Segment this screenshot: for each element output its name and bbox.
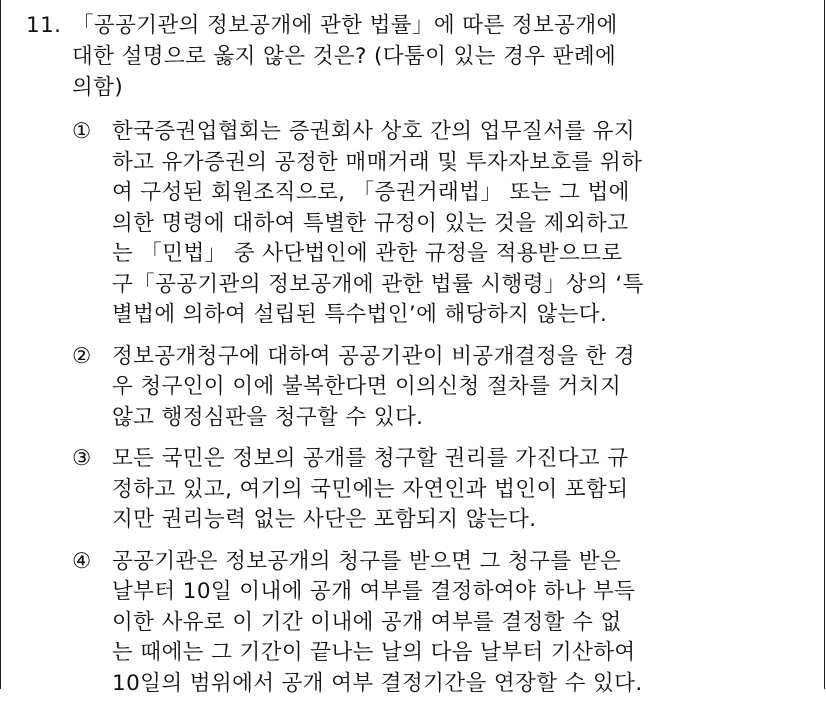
option-line: 한국증권업협회는 증권회사 상호 간의 업무질서를 유지 [112,119,636,144]
option-line: 정보공개청구에 대하여 공공기관이 비공개결정을 한 경 [112,343,636,369]
option-line: 는 「민법」 중 사단법인에 관한 규정을 적용받으므로 [112,241,623,266]
option-line: 않고 행정심판을 청구할 수 있다. [112,404,424,430]
option-2[interactable] [72,342,772,434]
option-line: 여 구성된 회원조직으로, 「증권거래법」 또는 그 법에 [112,180,630,205]
option-3-marker: ③ [72,446,92,471]
option-line: 공공기관은 정보공개의 청구를 받으면 그 청구를 받은 [112,548,622,574]
option-1-marker: ① [72,119,92,144]
option-line: 우 청구인이 이에 불복한다면 이의신청 절차를 거치지 [112,374,622,399]
option-line: 는 때에는 그 기간이 끝나는 날의 다음 날부터 기산하여 [112,640,636,665]
question-line: 대한 설명으로 옳지 않은 것은? (다툼이 있는 경우 판례에 [72,44,617,69]
option-1[interactable] [72,117,772,331]
option-3[interactable] [72,444,772,536]
question-text [72,10,746,103]
question-stem [26,10,746,103]
option-4-marker: ④ [72,548,92,574]
option-line: 별법에 의하여 설립된 특수법인’에 해당하지 않는다. [112,302,608,327]
option-2-marker: ② [72,343,92,369]
option-4[interactable] [72,547,772,700]
option-line: 지만 권리능력 없는 사단은 포함되지 않는다. [112,507,537,532]
question-number: 11. [26,13,62,38]
question-line: 「공공기관의 정보공개에 관한 법률」에 따른 정보공개에 [72,13,618,38]
option-line: 날부터 10일 이내에 공개 여부를 결정하여야 하나 부득 [112,579,636,604]
option-line: 정하고 있고, 여기의 국민에는 자연인과 법인이 포함되 [112,476,629,502]
question-line: 의함) [72,75,124,100]
option-line: 의한 명령에 대하여 특별한 규정이 있는 것을 제외하고 [112,210,629,236]
option-line: 하고 유가증권의 공정한 매매거래 및 투자자보호를 위하 [112,149,643,175]
option-line: 이한 사유로 이 기간 이내에 공개 여부를 결정할 수 없 [112,609,622,635]
answer-options [72,117,772,710]
option-line: 10일의 범위에서 공개 여부 결정기간을 연장할 수 있다. [112,670,643,696]
option-line: 구「공공기관의 정보공개에 관한 법률 시행령」상의 ‘특 [112,271,644,297]
option-line: 모든 국민은 정보의 공개를 청구할 권리를 가진다고 규 [112,446,629,471]
